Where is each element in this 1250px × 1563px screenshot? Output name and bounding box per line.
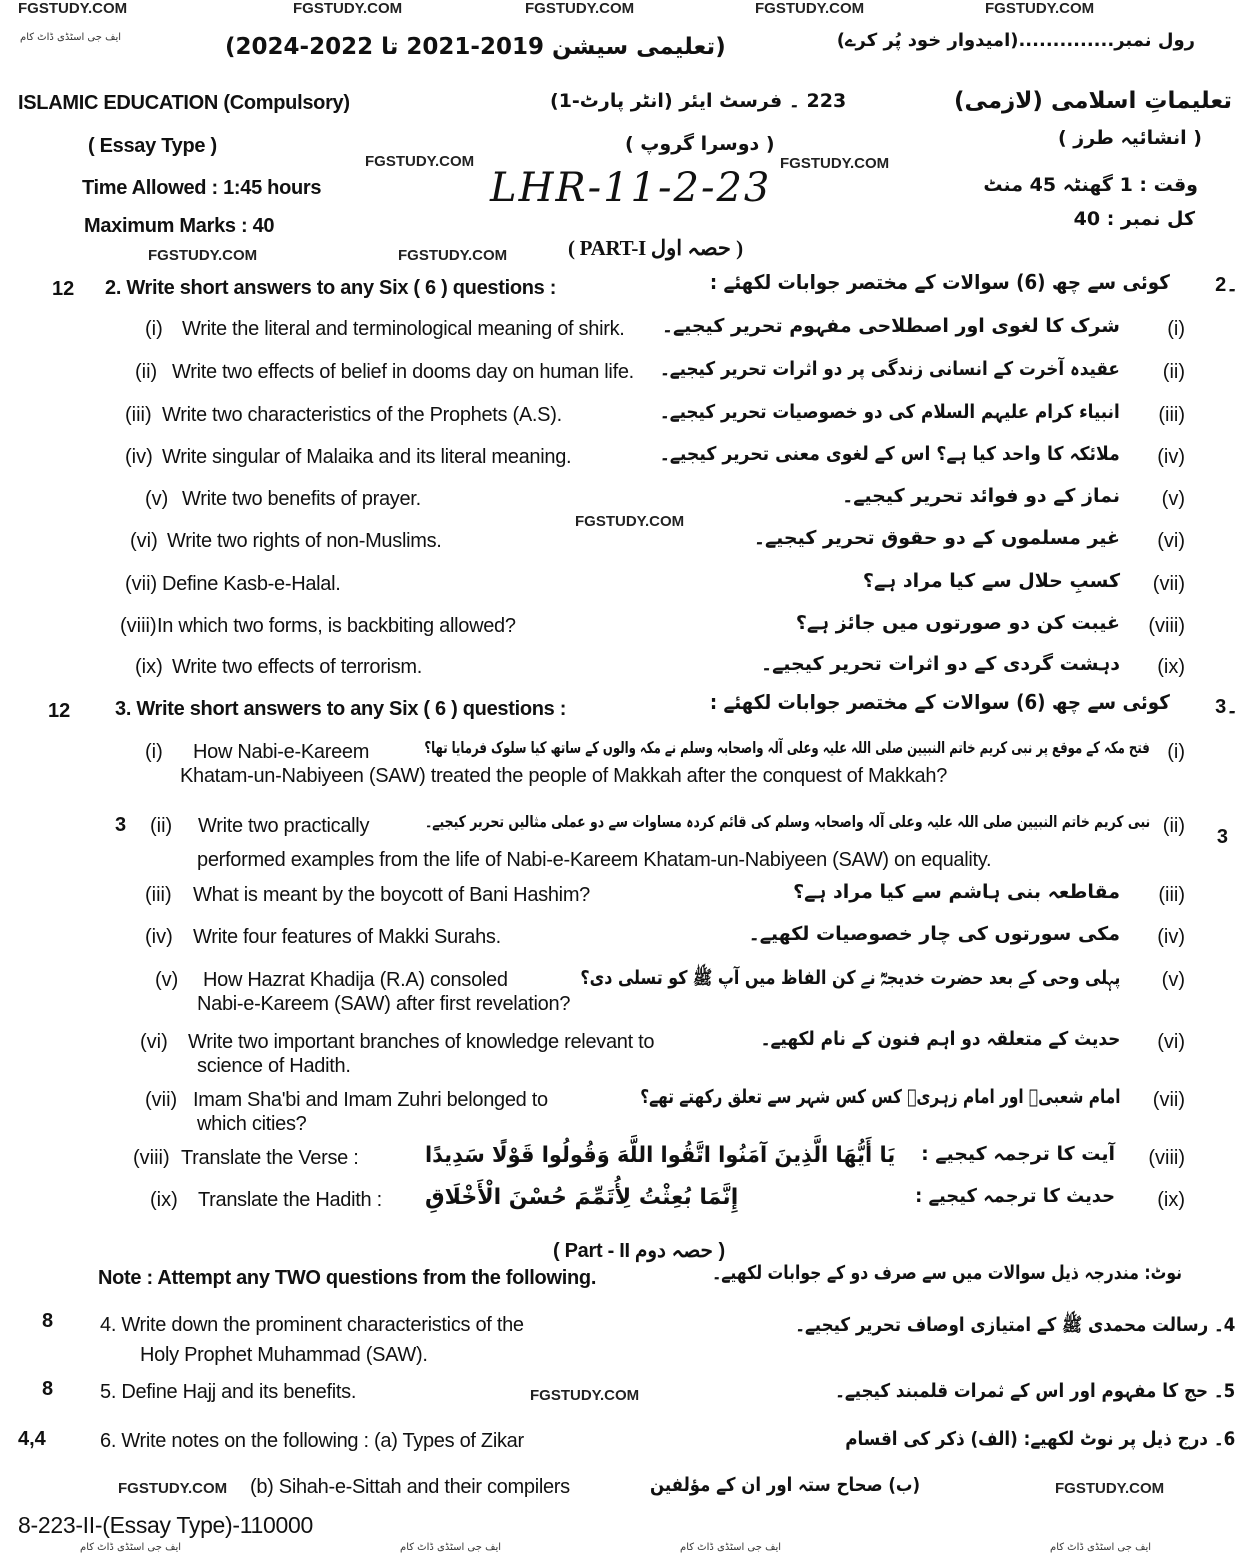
q2-item-text: Write two effects of terrorism. bbox=[172, 656, 423, 678]
q4-text-urdu: 4۔ رسالت محمدی ﷺ کے امتیازی اوصاف تحریر کیجیے۔ bbox=[794, 1314, 1235, 1336]
watermark: FGSTUDY.COM bbox=[293, 0, 403, 17]
q2-item-text: In which two forms, is backbiting allowed? bbox=[157, 615, 516, 637]
q2-item-number: (i) bbox=[145, 318, 163, 340]
q3-item-number-urdu: (vii) bbox=[1152, 1089, 1185, 1111]
q2-item-text: Write singular of Malaika and its literal meaning. bbox=[162, 446, 572, 468]
q3-item-number-urdu: (i) bbox=[1167, 741, 1185, 763]
q3-item-text: Translate the Hadith : bbox=[198, 1189, 382, 1211]
q2-item-text-urdu: نماز کے دو فوائد تحریر کیجیے۔ bbox=[842, 485, 1120, 507]
q3-item-text: Write two important branches of knowledge relevant to bbox=[188, 1031, 655, 1053]
q2-item-number-urdu: (iv) bbox=[1157, 446, 1185, 468]
q3-item-number: (ii) bbox=[150, 815, 173, 837]
q3-item-text: What is meant by the boycott of Bani Hashim? bbox=[193, 884, 590, 906]
q5-marks: 8 bbox=[42, 1378, 54, 1400]
q3-item-number: (vii) bbox=[145, 1089, 178, 1111]
q2-item-number: (vi) bbox=[130, 530, 158, 552]
part-1-heading: ( PART-I حصہ اول ) bbox=[568, 236, 743, 260]
footer-paper-code: 8-223-II-(Essay Type)-110000 bbox=[18, 1512, 314, 1538]
watermark-urdu: ایف جی اسٹڈی ڈاٹ کام bbox=[400, 1542, 502, 1553]
q3-item-number: (viii) bbox=[133, 1147, 170, 1169]
watermark: FGSTUDY.COM bbox=[530, 1387, 640, 1404]
q3-item-text: Translate the Verse : bbox=[181, 1147, 359, 1169]
q3-item-text-urdu: امام شعبیؒ اور امام زہریؒ کس کس شہر سے تعلق رکھتے تھے؟ bbox=[639, 1086, 1120, 1108]
watermark: FGSTUDY.COM bbox=[525, 0, 635, 17]
watermark: FGSTUDY.COM bbox=[398, 247, 508, 264]
q3-item-text-line2: Khatam-un-Nabiyeen (SAW) treated the people of Makkah after the conquest of Makkah? bbox=[180, 765, 948, 787]
watermark: FGSTUDY.COM bbox=[755, 0, 865, 17]
q3-item-text: Write four features of Makki Surahs. bbox=[193, 926, 501, 948]
q6-part-b: (b) Sihah-e-Sittah and their compilers bbox=[250, 1476, 570, 1498]
q3-item-number: (iv) bbox=[145, 926, 173, 948]
q2-item-text: Write two rights of non-Muslims. bbox=[167, 530, 442, 552]
q3-item-arabic: يَا أَيُّهَا الَّذِينَ آمَنُوا اتَّقُوا اللَّهَ وَقُولُوا قَوْلًا سَدِيدًا bbox=[425, 1143, 896, 1168]
q3-title-urdu: کوئی سے چھ (6) سوالات کے مختصر جوابات لکھئے : bbox=[709, 690, 1170, 714]
q3-item-number: (i) bbox=[145, 741, 163, 763]
q3-item-arabic: إِنَّمَا بُعِثْتُ لِأُتَمِّمَ حُسْنَ الْأَخْلَاقِ bbox=[425, 1185, 739, 1210]
q2-number-urdu: 2۔ bbox=[1215, 274, 1238, 296]
q6-part-b-urdu: (ب) صحاح ستہ اور ان کے مؤلفین bbox=[649, 1474, 920, 1496]
watermark-urdu: ایف جی اسٹڈی ڈاٹ کام bbox=[680, 1542, 782, 1553]
q3-item-number-urdu: (iii) bbox=[1158, 884, 1185, 906]
q3-item-text-urdu: آیت کا ترجمہ کیجیے : bbox=[921, 1143, 1115, 1165]
q3-number-urdu: 3۔ bbox=[1215, 696, 1238, 718]
q2-item-text: Write two characteristics of the Prophets (A.S). bbox=[162, 404, 562, 426]
q2-item-text-urdu: کسبِ حلال سے کیا مراد ہے؟ bbox=[862, 570, 1120, 592]
q2-item-number: (viii) bbox=[120, 615, 157, 637]
q2-item-number: (ii) bbox=[135, 361, 158, 383]
q6-text: 6. Write notes on the following : (a) Types of Zikar bbox=[100, 1430, 524, 1452]
q3-item-text-line2: Nabi-e-Kareem (SAW) after first revelation? bbox=[197, 993, 571, 1015]
q3-item-text: Imam Sha'bi and Imam Zuhri belonged to bbox=[193, 1089, 548, 1111]
roll-number: رول نمبر..............(امیدوار خود پُر کرے) bbox=[836, 30, 1195, 51]
part-2-heading: ( Part - II حصہ دوم ) bbox=[553, 1240, 725, 1262]
q2-item-text: Write two benefits of prayer. bbox=[182, 488, 421, 510]
group: ( دوسرا گروپ ) bbox=[625, 133, 775, 155]
q4-marks: 8 bbox=[42, 1310, 54, 1332]
time-urdu: وقت : 1 گھنٹہ 45 منٹ bbox=[983, 174, 1198, 196]
q2-item-text-urdu: ملائکہ کا واحد کیا ہے؟ اس کے لغوی معنی تحریر کیجیے۔ bbox=[659, 443, 1120, 465]
q3-item-text: How Nabi-e-Kareem bbox=[193, 741, 370, 763]
q3-item-number-urdu: (ii) bbox=[1162, 815, 1185, 837]
q3-item-number: (vi) bbox=[140, 1031, 168, 1053]
q2-item-text: Write two effects of belief in dooms day on human life. bbox=[172, 361, 634, 383]
q3-item-text-urdu: حدیث کے متعلقہ دو اہم فنون کے نام لکھیے۔ bbox=[760, 1028, 1120, 1050]
q2-item-text: Write the literal and terminological meaning of shirk. bbox=[182, 318, 625, 340]
q3-item-text-line2: performed examples from the life of Nabi-e-Kareem Khatam-un-Nabiyeen (SAW) on equality. bbox=[197, 849, 992, 871]
time-allowed: Time Allowed : 1:45 hours bbox=[82, 177, 322, 199]
q6-marks: 4,4 bbox=[18, 1428, 46, 1450]
q2-item-number-urdu: (viii) bbox=[1148, 615, 1185, 637]
q2-item-text-urdu: دہشت گردی کے دو اثرات تحریر کیجیے۔ bbox=[761, 653, 1120, 675]
q3-marks: 12 bbox=[48, 700, 71, 722]
q3-item-text-urdu: فتح مکہ کے موقع پر نبی کریم خاتم النبیین صلی اللہ علیہ وعلی آلہ واصحابہ وسلم نے مکہ والوں کے ساتھ کیا سلوک فرمایا تھا؟ bbox=[424, 738, 1150, 757]
part-2-note: Note : Attempt any TWO questions from the following. bbox=[98, 1267, 597, 1289]
q2-item-number-urdu: (ix) bbox=[1157, 656, 1185, 678]
watermark: FGSTUDY.COM bbox=[985, 0, 1095, 17]
q2-item-number-urdu: (ii) bbox=[1162, 361, 1185, 383]
q3-item-text-line2: science of Hadith. bbox=[197, 1055, 351, 1077]
q2-item-number: (vii) bbox=[125, 573, 158, 595]
watermark: FGSTUDY.COM bbox=[575, 513, 685, 530]
q2-item-text-urdu: شرک کا لغوی اور اصطلاحی مفہوم تحریر کیجیے۔ bbox=[661, 315, 1120, 337]
q3-title: 3. Write short answers to any Six ( 6 ) questions : bbox=[115, 698, 567, 720]
q3-side-number: 3 bbox=[115, 814, 127, 836]
q2-item-number: (iv) bbox=[125, 446, 153, 468]
watermark: FGSTUDY.COM bbox=[780, 155, 890, 172]
q5-text-urdu: 5۔ حج کا مفہوم اور اس کے ثمرات قلمبند کیجیے۔ bbox=[834, 1380, 1235, 1402]
q3-item-text: How Hazrat Khadija (R.A) consoled bbox=[203, 969, 508, 991]
q3-item-number-urdu: (iv) bbox=[1157, 926, 1185, 948]
watermark-urdu: ایف جی اسٹڈی ڈاٹ کام bbox=[20, 32, 122, 43]
q4-text: 4. Write down the prominent characteristics of the bbox=[100, 1314, 524, 1336]
q3-item-text-line2: which cities? bbox=[197, 1113, 307, 1135]
q2-item-text-urdu: انبیاء کرام علیہم السلام کی دو خصوصیات تحریر کیجیے۔ bbox=[660, 401, 1120, 423]
paper-type-urdu: ( انشائیہ طرز ) bbox=[1057, 127, 1202, 149]
q2-title-urdu: کوئی سے چھ (6) سوالات کے مختصر جوابات لکھئے : bbox=[709, 270, 1170, 294]
watermark: FGSTUDY.COM bbox=[118, 1480, 228, 1497]
watermark-urdu: ایف جی اسٹڈی ڈاٹ کام bbox=[1050, 1542, 1152, 1553]
q2-marks: 12 bbox=[52, 278, 75, 300]
q2-item-number: (v) bbox=[145, 488, 169, 510]
subject-english: ISLAMIC EDUCATION (Compulsory) bbox=[18, 92, 350, 114]
q3-item-text-urdu: پہلی وحی کے بعد حضرت خدیجہؓ نے کن الفاظ میں آپ ﷺ کو تسلی دی؟ bbox=[579, 967, 1120, 989]
q3-item-number: (ix) bbox=[150, 1189, 178, 1211]
q3-side-number-right: 3 bbox=[1216, 826, 1228, 848]
watermark-urdu: ایف جی اسٹڈی ڈاٹ کام bbox=[80, 1542, 182, 1553]
q4-text-line2: Holy Prophet Muhammad (SAW). bbox=[140, 1344, 428, 1366]
q3-item-number-urdu: (viii) bbox=[1148, 1147, 1185, 1169]
q3-item-text-urdu: مکی سورتوں کی چار خصوصیات لکھیے۔ bbox=[748, 923, 1120, 945]
q2-item-text-urdu: غیبت کن دو صورتوں میں جائز ہے؟ bbox=[795, 612, 1120, 634]
q3-item-text: Write two practically bbox=[198, 815, 370, 837]
q2-item-number-urdu: (vii) bbox=[1152, 573, 1185, 595]
watermark: FGSTUDY.COM bbox=[148, 247, 258, 264]
q2-item-number-urdu: (vi) bbox=[1157, 530, 1185, 552]
handwritten-note: LHR-11-2-23 bbox=[490, 165, 772, 211]
q2-title: 2. Write short answers to any Six ( 6 ) questions : bbox=[105, 277, 557, 299]
q2-item-number: (iii) bbox=[125, 404, 152, 426]
marks-urdu: کل نمبر : 40 bbox=[1073, 208, 1195, 230]
watermark: FGSTUDY.COM bbox=[365, 153, 475, 170]
q3-item-number-urdu: (v) bbox=[1161, 969, 1185, 991]
q2-item-number-urdu: (iii) bbox=[1158, 404, 1185, 426]
q2-item-number-urdu: (i) bbox=[1167, 318, 1185, 340]
q2-item-number-urdu: (v) bbox=[1161, 488, 1185, 510]
q3-item-text-urdu: مقاطعہ بنی ہاشم سے کیا مراد ہے؟ bbox=[793, 881, 1120, 903]
part-2-note-urdu: نوٹ: مندرجہ ذیل سوالات میں سے صرف دو کے جوابات لکھیے۔ bbox=[712, 1262, 1182, 1284]
paper-code: 223 ۔ فرسٹ ایئر (انٹر پارٹ-1) bbox=[550, 90, 847, 112]
q5-text: 5. Define Hajj and its benefits. bbox=[100, 1381, 357, 1403]
q2-item-number: (ix) bbox=[135, 656, 163, 678]
q3-item-number: (v) bbox=[155, 969, 179, 991]
watermark: FGSTUDY.COM bbox=[18, 0, 128, 17]
q2-item-text-urdu: غیر مسلموں کے دو حقوق تحریر کیجیے۔ bbox=[753, 527, 1120, 549]
paper-type: ( Essay Type ) bbox=[88, 135, 217, 157]
subject-urdu: تعلیماتِ اسلامی (لازمی) bbox=[954, 88, 1232, 114]
session: (تعلیمی سیشن 2019-2021 تا 2022-2024) bbox=[225, 34, 726, 60]
q3-item-text-urdu: نبی کریم خاتم النبیین صلی اللہ علیہ وعلی آلہ واصحابہ وسلم کی قائم کردہ مساوات سے دو عملی مثالیں تحریر کیجیے۔ bbox=[424, 812, 1150, 831]
q3-item-text-urdu: حدیث کا ترجمہ کیجیے : bbox=[915, 1185, 1115, 1207]
q3-item-number-urdu: (ix) bbox=[1157, 1189, 1185, 1211]
watermark: FGSTUDY.COM bbox=[1055, 1480, 1165, 1497]
q2-item-text: Define Kasb-e-Halal. bbox=[162, 573, 341, 595]
q6-text-urdu: 6۔ درج ذیل پر نوٹ لکھیے: (الف) ذکر کی اقسام bbox=[844, 1428, 1235, 1450]
q3-item-number: (iii) bbox=[145, 884, 172, 906]
maximum-marks: Maximum Marks : 40 bbox=[84, 215, 275, 237]
q2-item-text-urdu: عقیدہ آخرت کے انسانی زندگی پر دو اثرات تحریر کیجیے۔ bbox=[660, 358, 1120, 380]
q3-item-number-urdu: (vi) bbox=[1157, 1031, 1185, 1053]
